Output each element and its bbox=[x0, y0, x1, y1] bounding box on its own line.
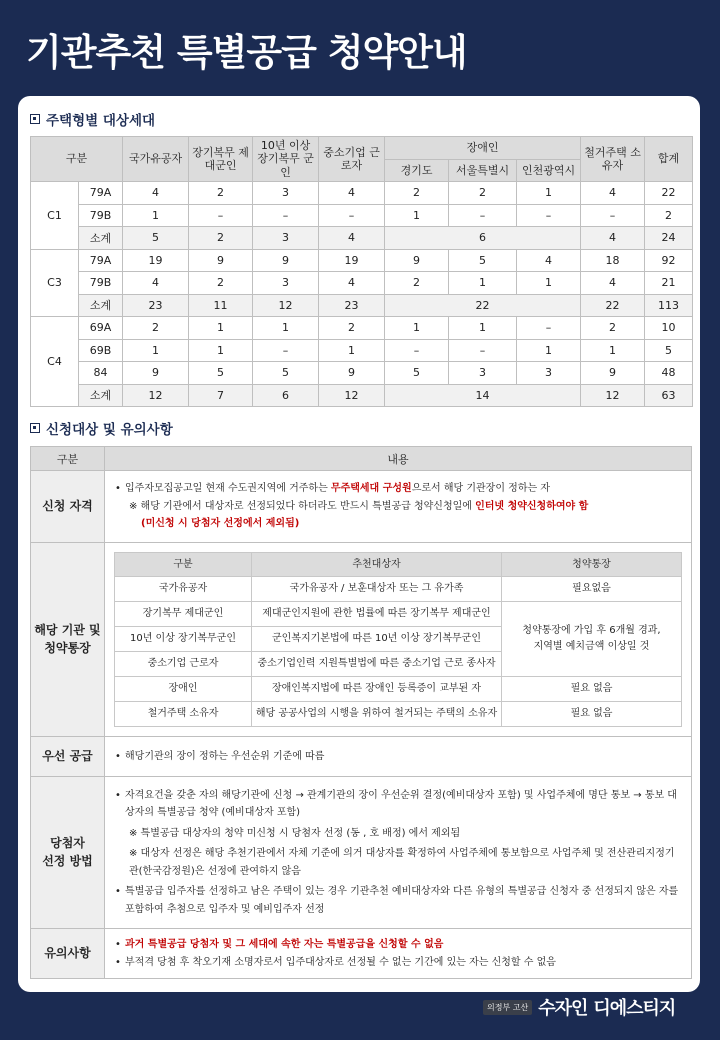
cell: 24 bbox=[645, 227, 693, 250]
header-long-service: 장기복무 제대군인 bbox=[189, 137, 253, 182]
cell: 4 bbox=[319, 272, 385, 295]
cell: 5 bbox=[645, 339, 693, 362]
cell: 2 bbox=[189, 182, 253, 205]
cell: 7 bbox=[189, 384, 253, 407]
table-row bbox=[115, 702, 682, 727]
square-bullet-icon bbox=[30, 114, 40, 124]
cell: 4 bbox=[517, 249, 581, 272]
cell: 9 bbox=[385, 249, 449, 272]
section2-title: 신청대상 및 유의사항 bbox=[30, 418, 173, 438]
cell: – bbox=[385, 339, 449, 362]
subtotal-row bbox=[31, 384, 693, 407]
cell: 2 bbox=[449, 182, 517, 205]
row-content: • 자격요건을 갖춘 자의 해당기관에 신청 → 관계기관의 장이 우선순위 결정(예비대상자 포함) 및 사업주체에 명단 통보 → 통보 대상자의 특별공급 청약 (예비대상자 포함) ※ 특별공급 대상자의 청약 미신청 시 당첨자 선정 (동 , 호 배정) 에서 제외됨 ※ 대상자 선정은 해당 추천기관에서 자체 기준에 의거 대상자를 확정하여 사업주체에 통보함으로 사업주체 및 전산관리지정기관(한국감정원)은 선정에 관여하지 않음 • 특별공급 입주자를 선정하고 남은 주택이 있는 경우 기관추천 예비대상자와 다른 유형의 특별공급 신청자 중 선정되지 않은 자를 포함하여 추첨으로 입주자 및 예비입주자 선정 bbox=[105, 777, 692, 929]
cell: 14 bbox=[385, 384, 581, 407]
inner-header-gubun: 구분 bbox=[115, 553, 252, 577]
cell: 5 bbox=[123, 227, 189, 250]
cell: 군인복지기본법에 따른 10년 이상 장기복무군인 bbox=[252, 627, 502, 652]
priority-row bbox=[31, 737, 692, 777]
subtotal-label: 소계 bbox=[79, 227, 123, 250]
cell: 1 bbox=[123, 339, 189, 362]
header-seoul: 서울특별시 bbox=[449, 159, 517, 182]
cell: 12 bbox=[319, 384, 385, 407]
header-sme: 중소기업 근로자 bbox=[319, 137, 385, 182]
agency-inner-table bbox=[114, 552, 682, 727]
table-row bbox=[31, 317, 693, 340]
cell: 장애인 bbox=[115, 677, 252, 702]
row-content: • 해당기관의 장이 정하는 우선순위 기준에 따름 bbox=[105, 737, 692, 777]
cell: 21 bbox=[645, 272, 693, 295]
cell: 해당 공공사업의 시행을 위하여 철거되는 주택의 소유자 bbox=[252, 702, 502, 727]
header-gubun: 구분 bbox=[31, 447, 105, 471]
row-label: 우선 공급 bbox=[31, 737, 105, 777]
content-card bbox=[18, 96, 700, 992]
cell: 22 bbox=[581, 294, 645, 317]
square-bullet-icon bbox=[30, 423, 40, 433]
cell: 9 bbox=[581, 362, 645, 385]
cell: – bbox=[517, 204, 581, 227]
unit-type: 79A bbox=[79, 249, 123, 272]
cell: 4 bbox=[581, 272, 645, 295]
cell: – bbox=[253, 339, 319, 362]
cell: – bbox=[253, 204, 319, 227]
cell: 3 bbox=[449, 362, 517, 385]
cell: 1 bbox=[385, 317, 449, 340]
cell: 1 bbox=[581, 339, 645, 362]
cell: 1 bbox=[517, 339, 581, 362]
cell: 필요 없음 bbox=[502, 702, 682, 727]
cell: 1 bbox=[189, 317, 253, 340]
cell: 9 bbox=[253, 249, 319, 272]
cell: 4 bbox=[581, 227, 645, 250]
cell: 4 bbox=[319, 227, 385, 250]
row-label: 해당 기관 및 청약통장 bbox=[31, 543, 105, 737]
header-disabled: 장애인 bbox=[385, 137, 581, 160]
cell: 2 bbox=[581, 317, 645, 340]
cell: – bbox=[449, 204, 517, 227]
cell: – bbox=[449, 339, 517, 362]
cell: 1 bbox=[385, 204, 449, 227]
row-content: • 입주자모집공고일 현재 수도권지역에 거주하는 무주택세대 구성원으로서 해당 기관장이 정하는 자 ※ 해당 기관에서 대상자로 선정되었다 하더라도 반드시 특별공급 청약신청일에 인터넷 청약신청하여야 함 (미신청 시 당첨자 선정에서 제외됨) bbox=[105, 471, 692, 543]
unit-type: 84 bbox=[79, 362, 123, 385]
cell: 4 bbox=[123, 182, 189, 205]
subtotal-row bbox=[31, 227, 693, 250]
group-label: C1 bbox=[31, 182, 79, 250]
cell: 5 bbox=[385, 362, 449, 385]
subtotal-row bbox=[31, 294, 693, 317]
table-row bbox=[31, 362, 693, 385]
cell: 5 bbox=[253, 362, 319, 385]
application-table bbox=[30, 446, 692, 979]
header-incheon: 인천광역시 bbox=[517, 159, 581, 182]
cell: 2 bbox=[123, 317, 189, 340]
units-table bbox=[30, 136, 693, 407]
table-row bbox=[31, 182, 693, 205]
row-label: 신청 자격 bbox=[31, 471, 105, 543]
cell: 중소기업인력 지원특별법에 따른 중소기업 근로 종사자 bbox=[252, 652, 502, 677]
cell: 장애인복지법에 따른 장애인 등록증이 교부된 자 bbox=[252, 677, 502, 702]
inner-header-recommended: 추천대상자 bbox=[252, 553, 502, 577]
cell: 필요없음 bbox=[502, 577, 682, 602]
row-content bbox=[105, 543, 692, 737]
subtotal-label: 소계 bbox=[79, 294, 123, 317]
header-ten-years: 10년 이상 장기복무 군인 bbox=[253, 137, 319, 182]
cell: 1 bbox=[517, 272, 581, 295]
cell: 1 bbox=[517, 182, 581, 205]
location-tag: 의정부 고산 bbox=[483, 1000, 532, 1015]
agency-row bbox=[31, 543, 692, 737]
group-label: C4 bbox=[31, 317, 79, 407]
cell: 4 bbox=[319, 182, 385, 205]
cell: 3 bbox=[253, 182, 319, 205]
cell: 6 bbox=[385, 227, 581, 250]
cell: 국가유공자 / 보훈대상자 또는 그 유가족 bbox=[252, 577, 502, 602]
unit-type: 79B bbox=[79, 204, 123, 227]
cell: 23 bbox=[123, 294, 189, 317]
unit-type: 79A bbox=[79, 182, 123, 205]
cell: 10 bbox=[645, 317, 693, 340]
header-total: 합계 bbox=[645, 137, 693, 182]
cell: 3 bbox=[517, 362, 581, 385]
cell: 92 bbox=[645, 249, 693, 272]
header-demolished: 철거주택 소유자 bbox=[581, 137, 645, 182]
cell: 1 bbox=[189, 339, 253, 362]
brand-logo-primary: 수자인 bbox=[538, 998, 588, 1019]
cell: 22 bbox=[645, 182, 693, 205]
cell: 113 bbox=[645, 294, 693, 317]
cell: 2 bbox=[189, 272, 253, 295]
cell: 2 bbox=[189, 227, 253, 250]
cell: 필요 없음 bbox=[502, 677, 682, 702]
cell: 12 bbox=[123, 384, 189, 407]
table-row bbox=[31, 339, 693, 362]
table-row bbox=[31, 204, 693, 227]
cell: 9 bbox=[319, 362, 385, 385]
cell: 48 bbox=[645, 362, 693, 385]
cell: 3 bbox=[253, 227, 319, 250]
header-content: 내용 bbox=[105, 447, 692, 471]
cell: 22 bbox=[385, 294, 581, 317]
cell: 19 bbox=[319, 249, 385, 272]
cell: 4 bbox=[123, 272, 189, 295]
brand-footer bbox=[483, 992, 700, 1022]
cell: 철거주택 소유자 bbox=[115, 702, 252, 727]
cell: 5 bbox=[449, 249, 517, 272]
table-row bbox=[31, 249, 693, 272]
cell: 1 bbox=[449, 272, 517, 295]
cell: 2 bbox=[319, 317, 385, 340]
table-row bbox=[115, 602, 682, 627]
header-gyeonggi: 경기도 bbox=[385, 159, 449, 182]
cell: 국가유공자 bbox=[115, 577, 252, 602]
cell: 18 bbox=[581, 249, 645, 272]
row-label: 당첨자 선정 방법 bbox=[31, 777, 105, 929]
row-label: 유의사항 bbox=[31, 929, 105, 979]
cell: 3 bbox=[253, 272, 319, 295]
cell: 9 bbox=[189, 249, 253, 272]
qualification-row bbox=[31, 471, 692, 543]
cell: 4 bbox=[581, 182, 645, 205]
cell: – bbox=[581, 204, 645, 227]
unit-type: 69A bbox=[79, 317, 123, 340]
header-national-merit: 국가유공자 bbox=[123, 137, 189, 182]
cell: – bbox=[517, 317, 581, 340]
merged-account-cell: 청약통장에 가입 후 6개월 경과, 지역별 예치금액 이상일 것 bbox=[502, 602, 682, 677]
selection-row bbox=[31, 777, 692, 929]
unit-type: 79B bbox=[79, 272, 123, 295]
page-title: 기관추천 특별공급 청약안내 bbox=[26, 31, 467, 74]
cell: 12 bbox=[581, 384, 645, 407]
table-row bbox=[31, 272, 693, 295]
cell: 2 bbox=[385, 272, 449, 295]
cell: 9 bbox=[123, 362, 189, 385]
cell: 1 bbox=[253, 317, 319, 340]
cell: – bbox=[319, 204, 385, 227]
cell: 5 bbox=[189, 362, 253, 385]
header-gubun: 구분 bbox=[31, 137, 123, 182]
table-row bbox=[115, 677, 682, 702]
cell: 중소기업 근로자 bbox=[115, 652, 252, 677]
cell: 1 bbox=[449, 317, 517, 340]
cell: 제대군인지원에 관한 법률에 따른 장기복무 제대군인 bbox=[252, 602, 502, 627]
table-row bbox=[115, 577, 682, 602]
cell: 6 bbox=[253, 384, 319, 407]
subtotal-label: 소계 bbox=[79, 384, 123, 407]
cell: 23 bbox=[319, 294, 385, 317]
cell: 63 bbox=[645, 384, 693, 407]
cell: 11 bbox=[189, 294, 253, 317]
cell: 장기복무 제대군인 bbox=[115, 602, 252, 627]
inner-header-account: 청약통장 bbox=[502, 553, 682, 577]
cell: 2 bbox=[645, 204, 693, 227]
row-content: • 과거 특별공급 당첨자 및 그 세대에 속한 자는 특별공급을 신청할 수 없음 • 부적격 당첨 후 착오기재 소명자로서 입주대상자로 선정될 수 없는 기간에 있는 자는 신청할 수 없음 bbox=[105, 929, 692, 979]
group-label: C3 bbox=[31, 249, 79, 317]
cell: 10년 이상 장기복무군인 bbox=[115, 627, 252, 652]
brand-logo-secondary: 디에스티지 bbox=[593, 998, 676, 1019]
unit-type: 69B bbox=[79, 339, 123, 362]
cell: – bbox=[189, 204, 253, 227]
cell: 12 bbox=[253, 294, 319, 317]
caution-row bbox=[31, 929, 692, 979]
section1-title: 주택형별 대상세대 bbox=[30, 109, 155, 129]
cell: 2 bbox=[385, 182, 449, 205]
cell: 1 bbox=[123, 204, 189, 227]
cell: 1 bbox=[319, 339, 385, 362]
cell: 19 bbox=[123, 249, 189, 272]
